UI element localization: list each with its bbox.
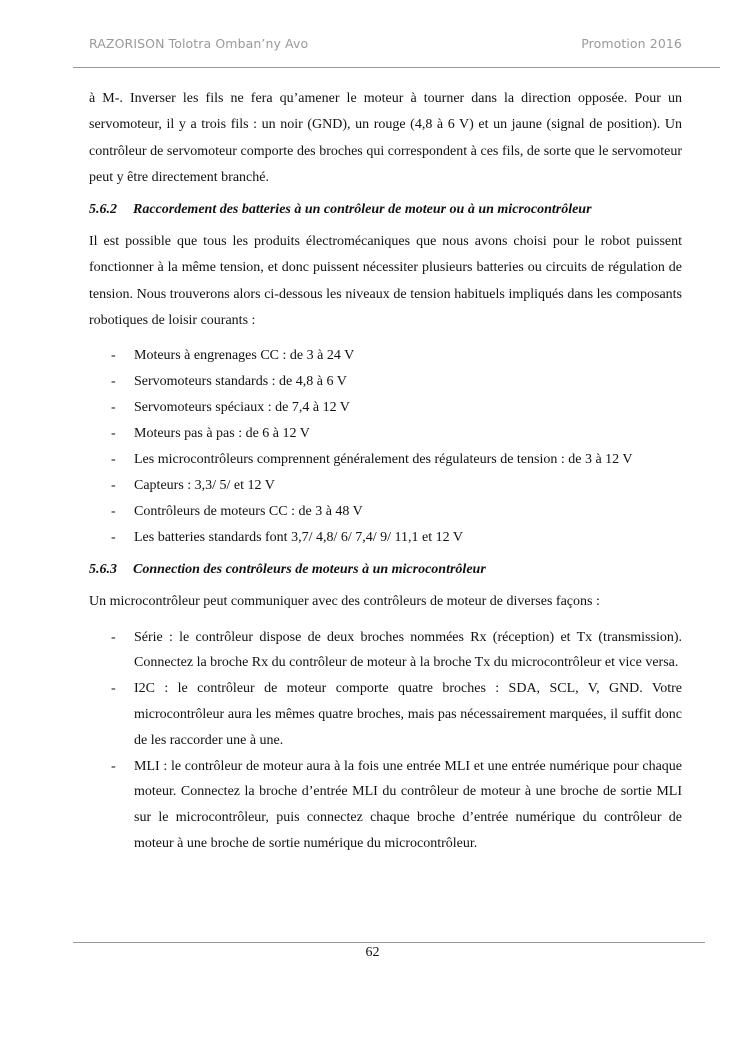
header-promotion: Promotion 2016 (581, 36, 682, 51)
dash-bullet: - (111, 504, 116, 520)
section-number: 5.6.3 (89, 562, 117, 578)
list-item-text: I2C : le contrôleur de moteur comporte quatre broches : SDA, SCL, V, GND. Votre microcontrôleur aura les mêmes quatre broches, mais pas nécessairement marquées, il suffit donc de les raccorder une à une. (134, 681, 682, 748)
dash-bullet: - (111, 758, 116, 774)
dash-bullet: - (111, 681, 116, 697)
list-item-text: Contrôleurs de moteurs CC : de 3 à 48 V (134, 504, 363, 520)
section-heading-5-6-2 (89, 197, 682, 223)
list-item (89, 473, 682, 499)
list-item (89, 369, 682, 395)
voltage-paragraph: Il est possible que tous les produits électromécaniques que nous avons choisi pour le robot puissent fonctionner à la même tension, et donc puissent nécessiter plusieurs batteries ou circuits de régulation de tension. Nous trouverons alors ci-dessous les niveaux de tension habituels impliqués dans les composants robotiques de loisir courants : (89, 234, 682, 329)
list-item (89, 499, 682, 525)
communication-list (89, 625, 682, 857)
dash-bullet: - (111, 374, 116, 390)
list-item-text: MLI : le contrôleur de moteur aura à la fois une entrée MLI et une entrée numérique pour chaque moteur. Connectez la broche d’entrée MLI du contrôleur de moteur à une broche de sortie MLI sur le microcontrôleur, puis connectez chaque broche d’entrée numérique du contrôleur de moteur à une broche de sortie numérique du microcontrôleur. (134, 758, 682, 852)
list-item-text: Moteurs à engrenages CC : de 3 à 24 V (134, 348, 355, 364)
header-author: RAZORISON Tolotra Omban’ny Avo (89, 36, 309, 51)
section-heading-5-6-3 (89, 557, 682, 583)
list-item-text: Capteurs : 3,3/ 5/ et 12 V (134, 478, 275, 494)
section-number: 5.6.2 (89, 202, 117, 218)
section-title: Connection des contrôleurs de moteurs à un microcontrôleur (133, 562, 486, 578)
list-item (89, 447, 682, 473)
dash-bullet: - (111, 478, 116, 494)
page-number: 62 (365, 945, 380, 960)
intro-paragraph: à M-. Inverser les fils ne fera qu’amener le moteur à tourner dans la direction opposée. Pour un servomoteur, il y a trois fils : un noir (GND), un rouge (4,8 à 6 V) et un jaune (signal de position). Un contrôleur de servomoteur comporte des broches qui correspondent à ces fils, de sorte que le servomoteur peut y être directement branché. (89, 91, 682, 185)
list-item (89, 625, 682, 677)
dash-bullet: - (111, 348, 116, 364)
header-divider (73, 67, 720, 68)
list-item (89, 676, 682, 753)
page-body (89, 86, 682, 857)
list-item (89, 343, 682, 369)
dash-bullet: - (111, 530, 116, 546)
dash-bullet: - (111, 629, 116, 645)
communication-paragraph: Un microcontrôleur peut communiquer avec des contrôleurs de moteur de diverses façons : (89, 594, 600, 610)
list-item-text: Servomoteurs standards : de 4,8 à 6 V (134, 374, 347, 390)
dash-bullet: - (111, 426, 116, 442)
list-item-text: Servomoteurs spéciaux : de 7,4 à 12 V (134, 400, 350, 416)
page-header (89, 36, 682, 56)
list-item-text: Les microcontrôleurs comprennent généralement des régulateurs de tension : de 3 à 12 V (134, 452, 633, 468)
dash-bullet: - (111, 400, 116, 416)
footer-divider (73, 942, 705, 943)
list-item-text: Moteurs pas à pas : de 6 à 12 V (134, 426, 310, 442)
list-item (89, 421, 682, 447)
list-item (89, 395, 682, 421)
list-item (89, 754, 682, 857)
voltage-list (89, 343, 682, 551)
list-item-text: Les batteries standards font 3,7/ 4,8/ 6/ 7,4/ 9/ 11,1 et 12 V (134, 530, 463, 546)
section-title: Raccordement des batteries à un contrôleur de moteur ou à un microcontrôleur (133, 202, 592, 218)
list-item (89, 525, 682, 551)
dash-bullet: - (111, 452, 116, 468)
list-item-text: Série : le contrôleur dispose de deux broches nommées Rx (réception) et Tx (transmission). Connectez la broche Rx du contrôleur de moteur à la broche Tx du microcontrôleur et vice versa. (134, 629, 682, 671)
